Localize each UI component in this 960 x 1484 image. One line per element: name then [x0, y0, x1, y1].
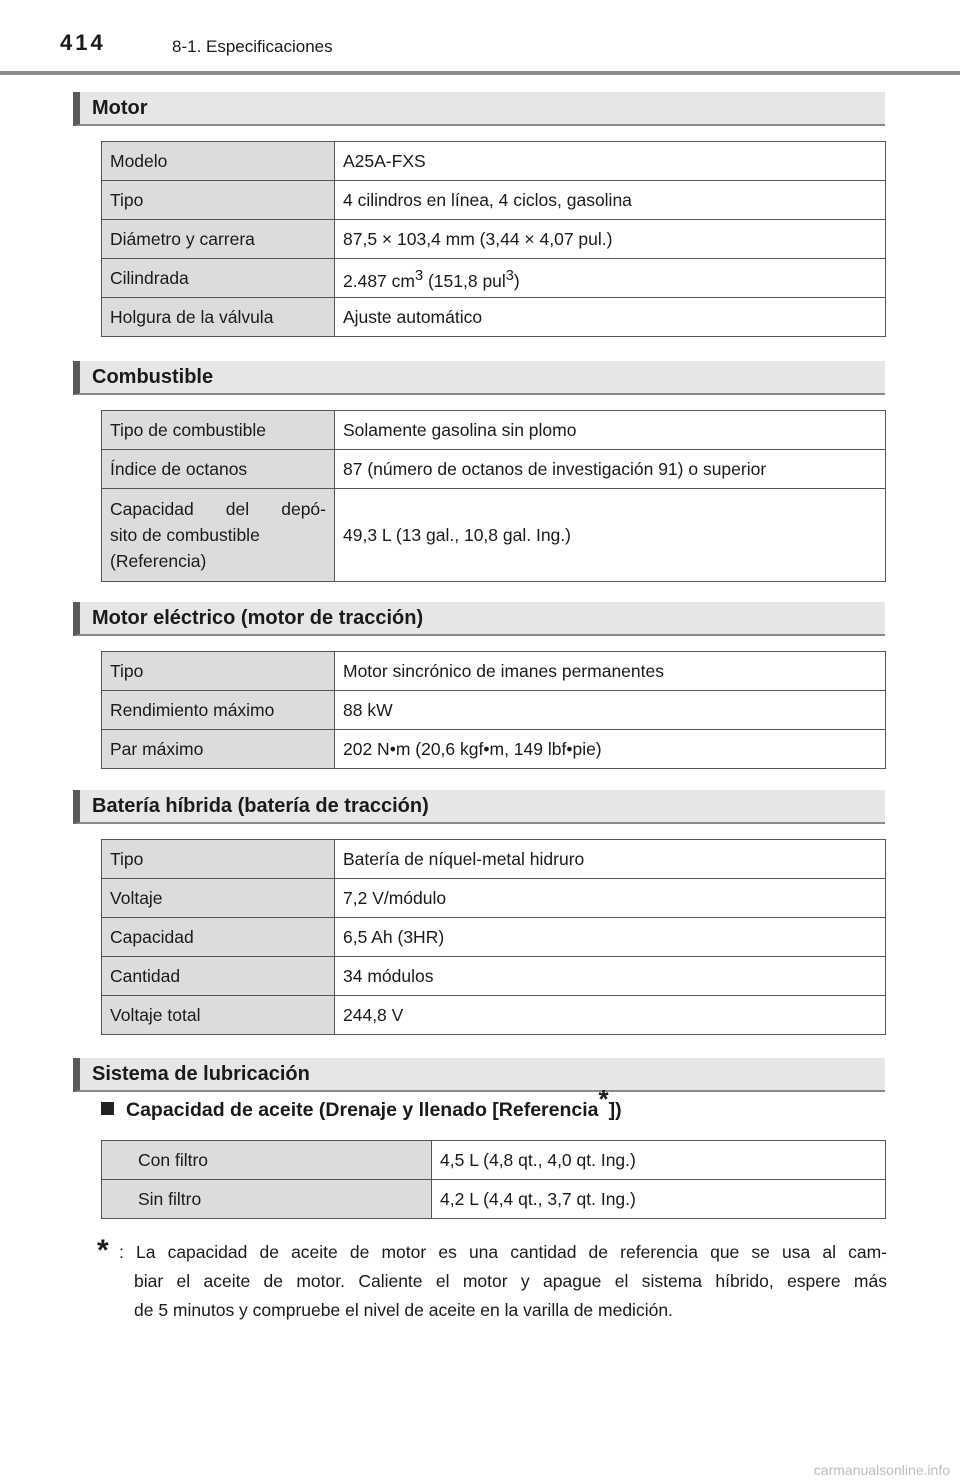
row-label: Capacidad	[102, 918, 335, 957]
battery-spec-table	[101, 839, 886, 1035]
row-label	[102, 489, 335, 582]
row-label: Rendimiento máximo	[102, 691, 335, 730]
oil-capacity-table	[101, 1140, 886, 1219]
section-heading-combustible	[73, 361, 885, 395]
table-row	[102, 957, 886, 996]
table-row	[102, 298, 886, 337]
row-value: 87,5 × 103,4 mm (3,44 × 4,07 pul.)	[335, 220, 886, 259]
section-title: Combustible	[92, 366, 214, 388]
row-label: Índice de octanos	[102, 450, 335, 489]
row-label: Tipo	[102, 652, 335, 691]
footnote-text	[97, 1238, 887, 1325]
fuel-spec-table	[101, 410, 886, 582]
row-label: Cilindrada	[102, 259, 335, 298]
row-value: Solamente gasolina sin plomo	[335, 411, 886, 450]
row-value: A25A-FXS	[335, 142, 886, 181]
row-label: Con filtro	[102, 1141, 432, 1180]
table-row	[102, 142, 886, 181]
row-label: Modelo	[102, 142, 335, 181]
table-row	[102, 652, 886, 691]
closing-paren: )	[513, 270, 520, 291]
watermark: carmanualsonline.info	[813, 1462, 950, 1478]
table-row	[102, 691, 886, 730]
electric-motor-spec-table	[101, 651, 886, 769]
row-value	[335, 259, 886, 298]
section-heading-hybrid-battery	[73, 790, 885, 824]
square-bullet-icon	[101, 1102, 114, 1115]
row-value: 6,5 Ah (3HR)	[335, 918, 886, 957]
row-value: Ajuste automático	[335, 298, 886, 337]
footnote-line: biar el aceite de motor. Caliente el motor y apague el sistema híbrido, espere más	[134, 1271, 887, 1291]
section-title: Batería híbrida (batería de tracción)	[92, 795, 429, 817]
table-row	[102, 879, 886, 918]
row-value: 4,2 L (4,4 qt., 3,7 qt. Ing.)	[432, 1180, 886, 1219]
section-title: Motor	[92, 97, 148, 119]
table-row	[102, 259, 886, 298]
row-value: 7,2 V/módulo	[335, 879, 886, 918]
row-value: 88 kW	[335, 691, 886, 730]
section-title: Motor eléctrico (motor de tracción)	[92, 607, 424, 629]
chapter-title: 8-1. Especificaciones	[172, 37, 333, 56]
table-row	[102, 220, 886, 259]
row-label: Cantidad	[102, 957, 335, 996]
displacement-cm: 2.487 cm	[343, 270, 415, 291]
table-row	[102, 1141, 886, 1180]
row-value: Motor sincrónico de imanes permanentes	[335, 652, 886, 691]
row-value: 4 cilindros en línea, 4 ciclos, gasolina	[335, 181, 886, 220]
oil-capacity-subheading	[101, 1084, 622, 1122]
table-row	[102, 1180, 886, 1219]
table-row	[102, 918, 886, 957]
table-row	[102, 181, 886, 220]
page-header	[0, 0, 960, 78]
section-heading-electric-motor	[73, 602, 885, 636]
row-label: Voltaje	[102, 879, 335, 918]
subheading-close: ])	[608, 1099, 622, 1121]
asterisk-mark: *	[598, 1084, 609, 1114]
footnote	[97, 1234, 887, 1325]
label-line: sito de combustible	[110, 525, 260, 545]
table-row	[102, 840, 886, 879]
superscript: 3	[505, 267, 514, 284]
row-value: Batería de níquel-metal hidruro	[335, 840, 886, 879]
table-row	[102, 730, 886, 769]
row-label: Par máximo	[102, 730, 335, 769]
displacement-in: (151,8 pul	[423, 270, 506, 291]
subheading-text: Capacidad de aceite (Drenaje y llenado [Referencia	[126, 1099, 599, 1121]
superscript: 3	[414, 267, 424, 284]
section-heading-lubrication	[73, 1058, 885, 1092]
table-row	[102, 489, 886, 582]
row-value: 49,3 L (13 gal., 10,8 gal. Ing.)	[335, 489, 886, 582]
label-line: Capacidad del depó-	[110, 499, 326, 519]
row-label: Voltaje total	[102, 996, 335, 1035]
row-label: Diámetro y carrera	[102, 220, 335, 259]
header-divider	[0, 71, 960, 75]
row-label: Sin filtro	[102, 1180, 432, 1219]
row-value: 4,5 L (4,8 qt., 4,0 qt. Ing.)	[432, 1141, 886, 1180]
section-title: Sistema de lubricación	[92, 1063, 310, 1085]
row-value: 202 N•m (20,6 kgf•m, 149 lbf•pie)	[335, 730, 886, 769]
row-label: Tipo	[102, 181, 335, 220]
page-number: 414	[60, 30, 106, 55]
section-heading-motor	[73, 92, 885, 126]
row-label: Tipo de combustible	[102, 411, 335, 450]
row-value: 34 módulos	[335, 957, 886, 996]
row-label: Holgura de la válvula	[102, 298, 335, 337]
row-value: 244,8 V	[335, 996, 886, 1035]
label-line: (Referencia)	[110, 551, 207, 571]
footnote-line: : La capacidad de aceite de motor es una cantidad de referencia que se usa al cam-	[119, 1242, 887, 1262]
footnote-asterisk: *	[97, 1234, 109, 1267]
table-row	[102, 450, 886, 489]
table-row	[102, 411, 886, 450]
motor-spec-table	[101, 141, 886, 337]
table-row	[102, 996, 886, 1035]
row-value: 87 (número de octanos de investigación 91) o superior	[335, 450, 886, 489]
footnote-line: de 5 minutos y compruebe el nivel de aceite en la varilla de medición.	[134, 1300, 673, 1320]
row-label: Tipo	[102, 840, 335, 879]
